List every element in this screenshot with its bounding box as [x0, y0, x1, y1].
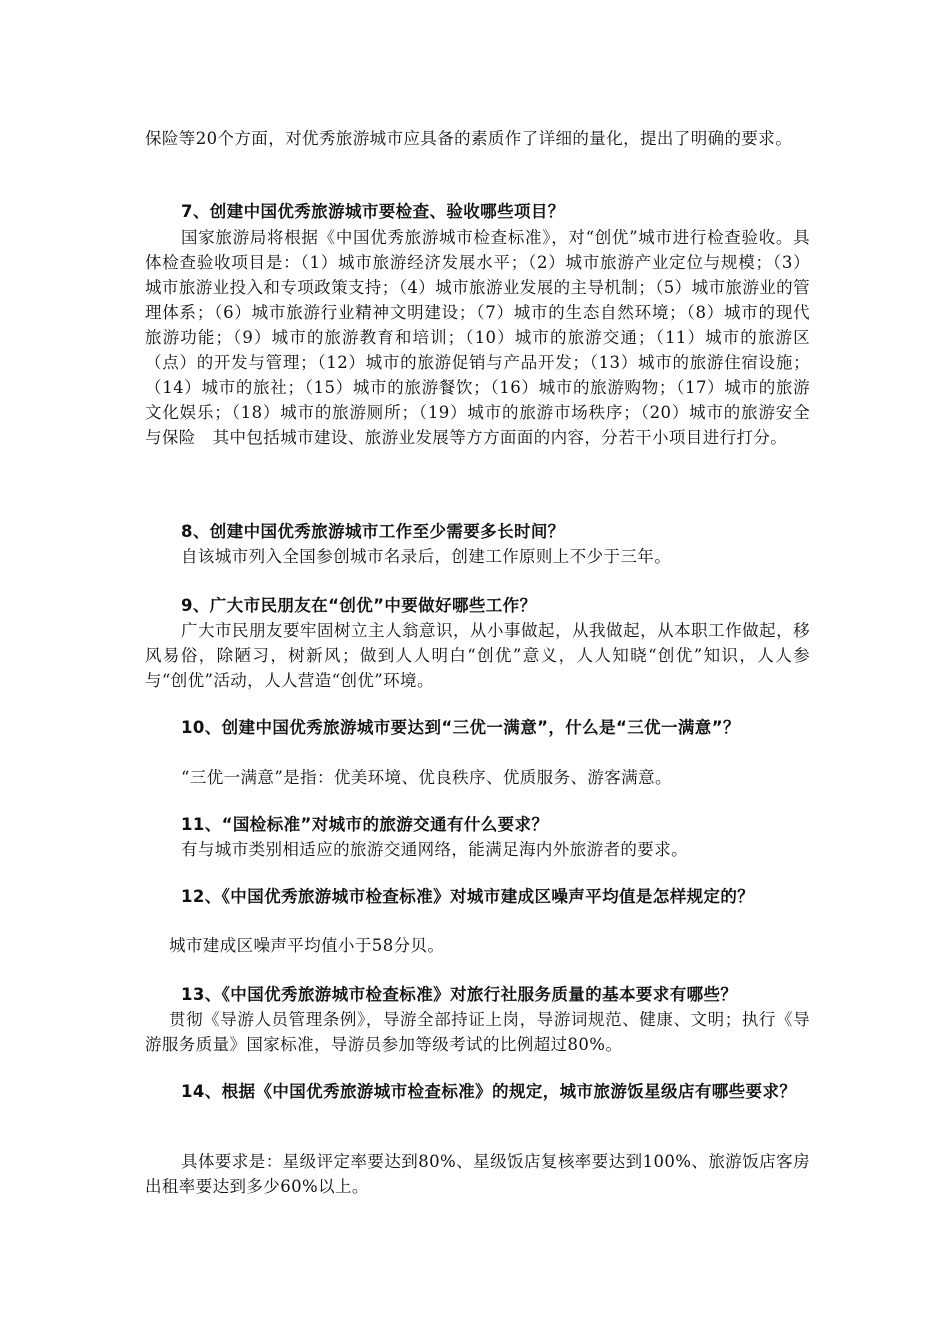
answer-9: 广大市民朋友要牢固树立主人翁意识，从小事做起，从我做起，从本职工作做起，移风易俗，除陋习，树新风；做到人人明白“创优”意义，人人知晓“创优”知识，人人参与“创优”活动，人人营造“创优”环境。: [145, 621, 810, 690]
answer-14: 具体要求是：星级评定率要达到80%、星级饭店复核率要达到100%、旅游饭店客房出租率要达到多少60%以上。: [145, 1152, 810, 1196]
answer-8: 自该城市列入全国参创城市名录后，创建工作原则上不少于三年。: [181, 547, 672, 566]
answer-10: “三优一满意”是指：优美环境、优良秩序、优质服务、游客满意。: [181, 768, 672, 787]
answer-12: 城市建成区噪声平均值小于58分贝。: [169, 936, 445, 955]
question-8: 8、创建中国优秀旅游城市工作至少需要多长时间？: [181, 522, 565, 541]
question-10: 10、创建中国优秀旅游城市要达到“三优一满意”，什么是“三优一满意”？: [181, 718, 740, 737]
answer-7: 国家旅游局将根据《中国优秀旅游城市检查标准》，对“创优”城市进行检查验收。具体检查验收项目是：（1）城市旅游经济发展水平；（2）城市旅游产业定位与规模；（3）城市旅游业投入和专项政策支持；（4）城市旅游业发展的主导机制；（5）城市旅游业的管理体系；（6）城市旅游行业精神文明建设；（7）城市的生态自然环境；（8）城市的现代旅游功能；（9）城市的旅游教育和培训；（10）城市的旅游交通；（11）城市的旅游区（点）的开发与管理；（12）城市的旅游促销与产品开发；（13）城市的旅游住宿设施；（14）城市的旅社；（15）城市的旅游餐饮；（16）城市的旅游购物；（17）城市的旅游文化娱乐；（18）城市的旅游厕所；（19）城市的旅游市场秩序；（20）城市的旅游安全与保险 其中包括城市建设、旅游业发展等方方面面的内容，分若干小项目进行打分。: [145, 228, 810, 447]
question-13: 13、《中国优秀旅游城市检查标准》对旅行社服务质量的基本要求有哪些？: [181, 985, 738, 1004]
question-12: 12、《中国优秀旅游城市检查标准》对城市建成区噪声平均值是怎样规定的？: [181, 887, 755, 906]
question-11: 11、“国检标准”对城市的旅游交通有什么要求？: [181, 815, 549, 834]
question-9: 9、广大市民朋友在“创优”中要做好哪些工作？: [181, 596, 537, 615]
question-7: 7、创建中国优秀旅游城市要检查、验收哪些项目？: [181, 202, 565, 221]
answer-11: 有与城市类别相适应的旅游交通网络，能满足海内外旅游者的要求。: [181, 840, 688, 859]
answer-13: 贯彻《导游人员管理条例》，导游全部持证上岗，导游词规范、健康、文明；执行《导游服务质量》国家标准，导游员参加等级考试的比例超过80%。: [145, 1010, 810, 1054]
question-14: 14、根据《中国优秀旅游城市检查标准》的规定，城市旅游饭星级店有哪些要求？: [181, 1082, 797, 1101]
intro-paragraph: 保险等20个方面，对优秀旅游城市应具备的素质作了详细的量化，提出了明确的要求。: [145, 129, 793, 148]
